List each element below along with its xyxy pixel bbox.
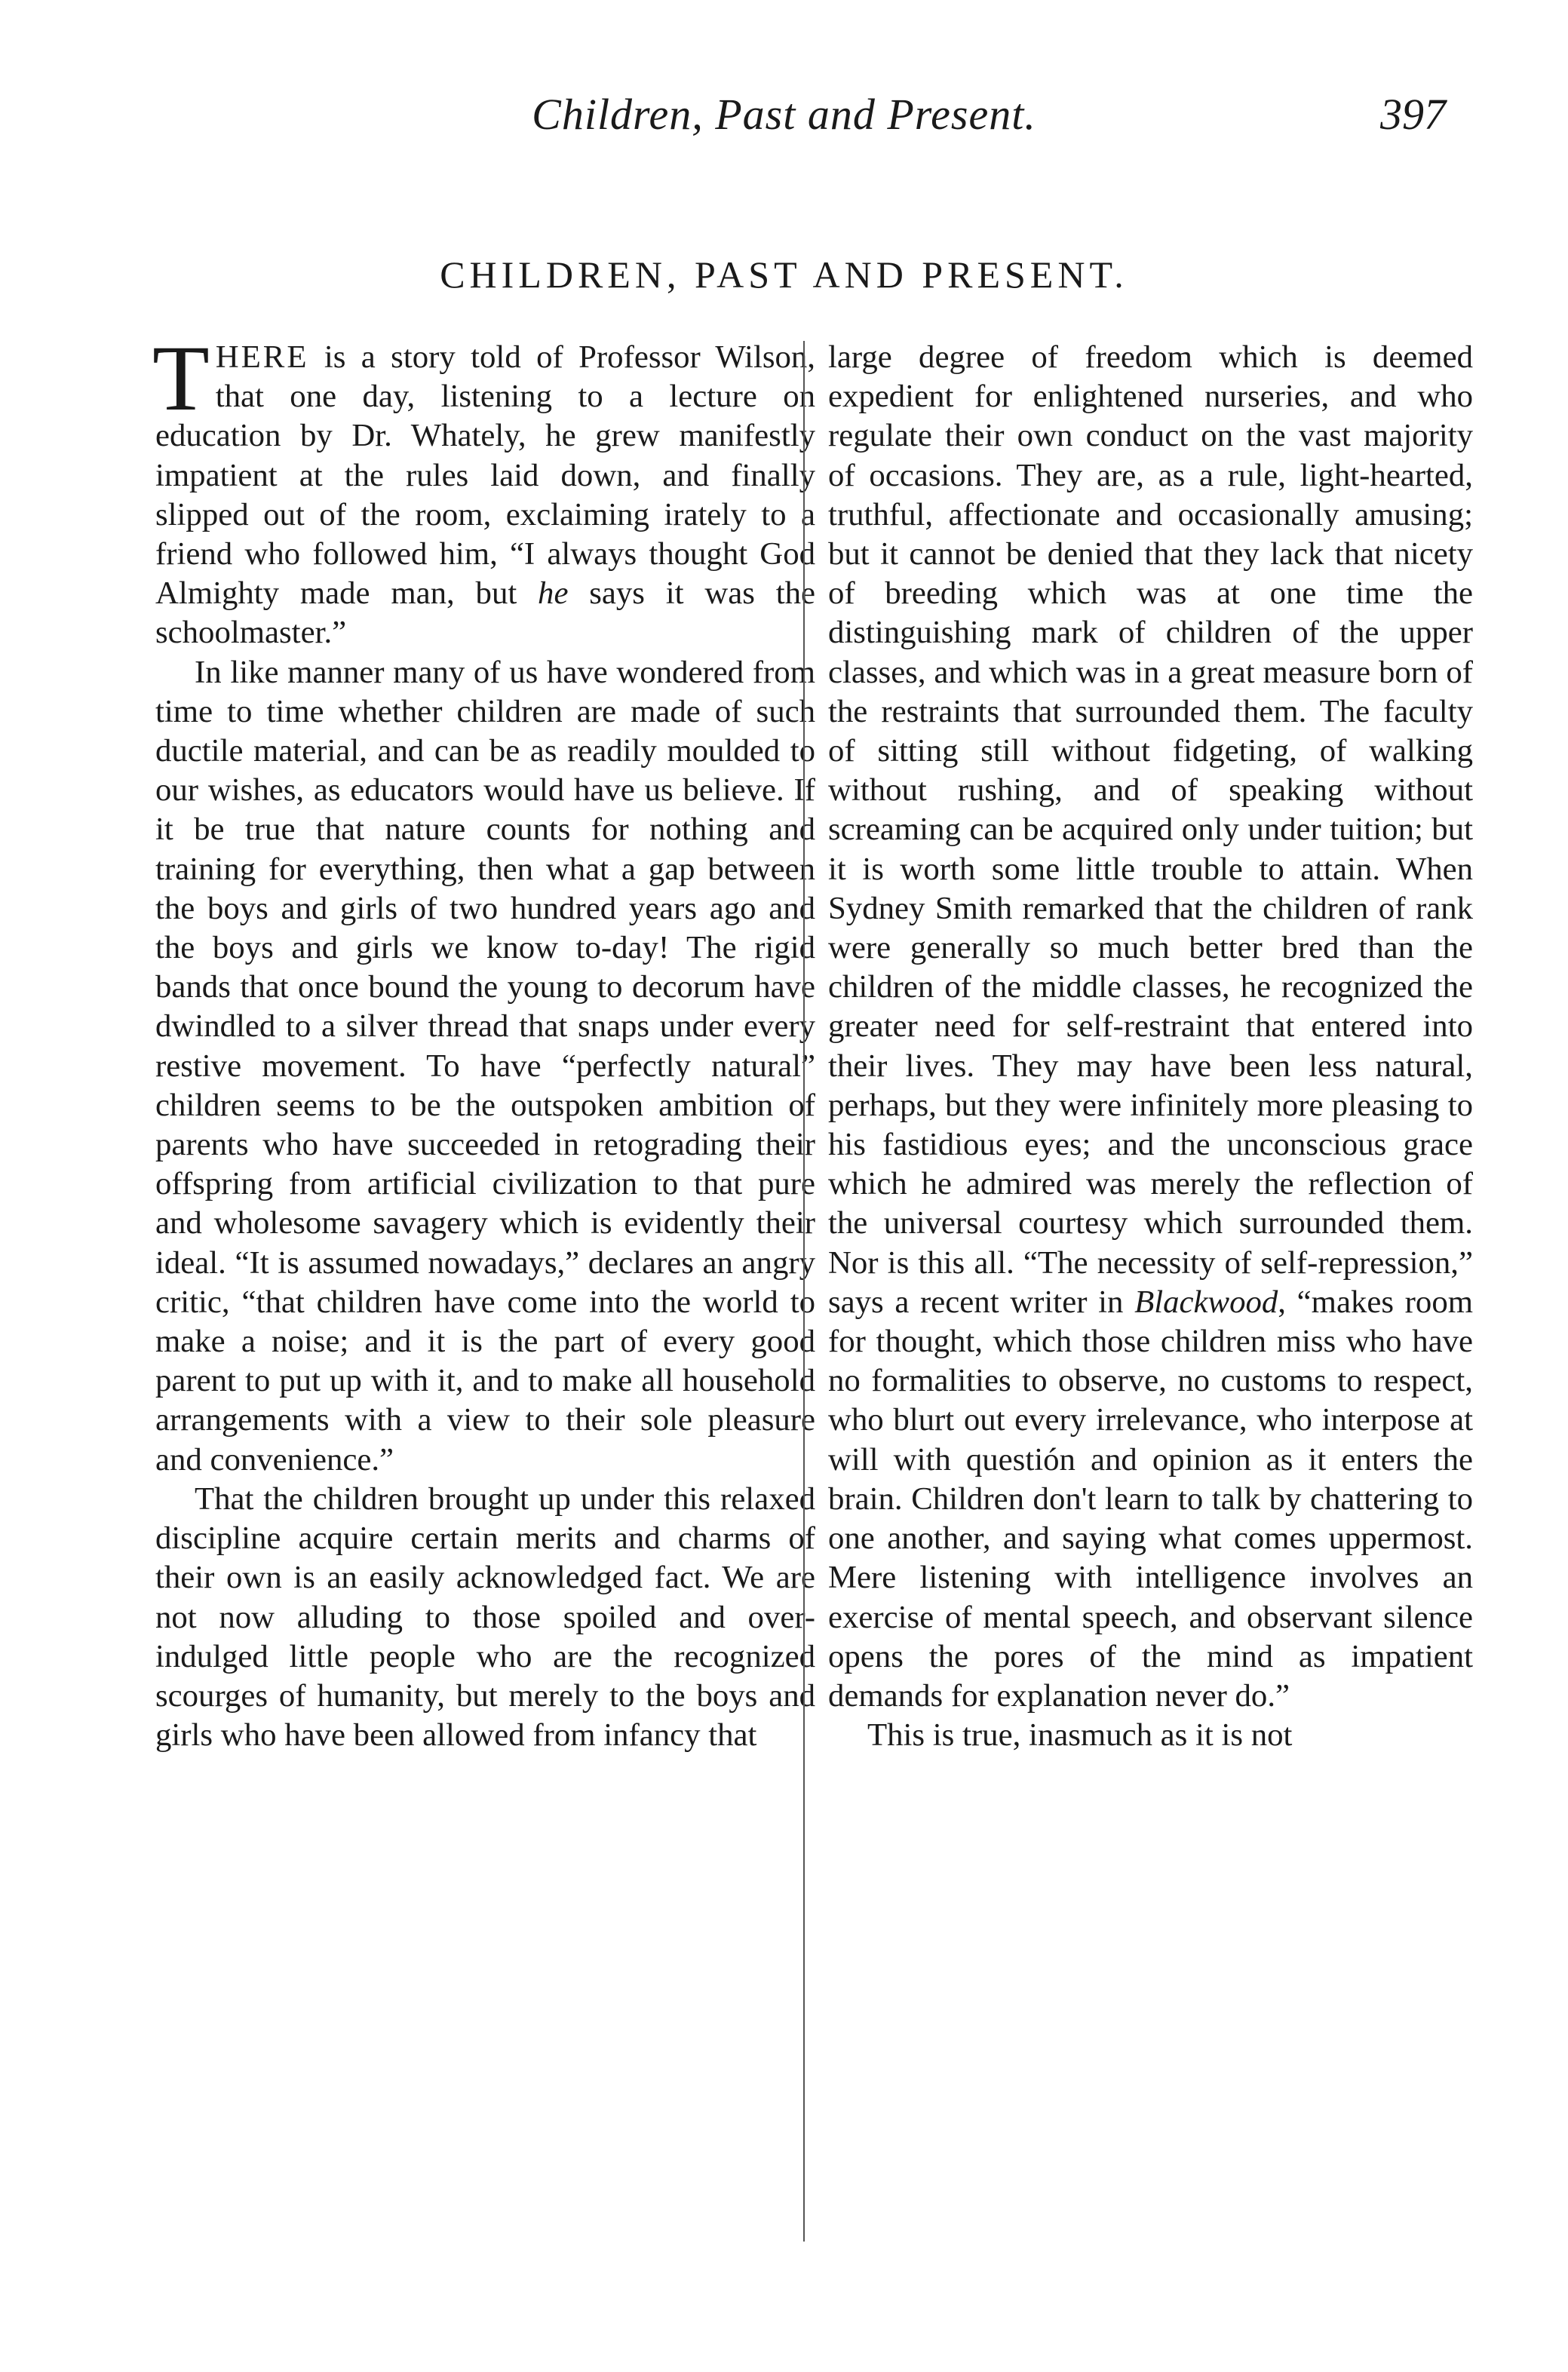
running-title: Children, Past and Present. [532,90,1036,139]
paragraph-4 [828,338,1473,1716]
paragraph-1-text-b: says it was the schoolmaster.” [155,575,816,651]
paragraph-4-text-a: large degree of freedom which is deemed expedient for enlightened nurseries, and who regulate their own conduct on the vast majority of occasions. They are, as a rule, light-hearted, truthful, affectionate and occasionally amusing; but it cannot be denied that they lack that nicety of breeding which was at one time the distinguishing mark of children of the upper classes, and which was in a great measure born of the restraints that surrounded them. The faculty of sitting still without fidgeting, of walking without rushing, and of speaking without screaming can be acquired only under tuition; but it is worth some little trouble to attain. When Sydney Smith remarked that the children of rank were generally so much better bred than the children of the middle classes, he recognized the greater need for self-restraint that entered into their lives. They may have been less natural, perhaps, but they were infinitely more pleasing to his fastidious eyes; and the unconscious grace which he admired was merely the reflection of the universal courtesy which surrounded them. Nor is this all. “The necessity of self-repression,” says a recent writer in [828,339,1473,1320]
paragraph-2: In like manner many of us have wondered from time to time whether children are made of such ductile material, and can be as readily moulded to our wishes, as educators would have us believe. If it be true that nature counts for nothing and training for everything, then what a gap between the boys and girls of two hundred years ago and the boys and girls we know to-day! The rigid bands that once bound the young to decorum have dwindled to a silver thread that snaps under every restive movement. To have “perfectly natural” children seems to be the outspoken ambition of parents who have succeeded in retograding their offspring from artificial civilization to that pure and wholesome savagery which is evidently their ideal. “It is assumed nowadays,” declares an angry critic, “that children have come into the world to make a noise; and it is the part of every good parent to put up with it, and to make all household arrangements with a view to their sole pleasure and convenience.” [155,654,815,1478]
paragraph-1-text-a: is a story told of Professor Wilson, that one day, listening to a lecture on education by Dr. Whately, he grew manifestly impatient at the rules laid down, and finally slipped out of the room, exclaiming irately to a friend who followed him, “I always thought God Almighty made man, but [155,339,815,612]
paragraph-4-text-b: , “makes room for thought, which those children miss who have no formalities to observe, no customs to respect, who blurt out every irrelevance, who interpose at will with questión and opinion as it enters the brain. Children don't learn to talk by chattering to one another, and saying what comes uppermost. Mere listening with intelligence involves an exercise of mental speech, and observant silence opens the pores of the mind as impatient demands for explanation never do.” [828,1284,1474,1714]
left-column [152,327,816,2269]
paragraph-5: This is true, inasmuch as it is not [867,1717,1293,1754]
running-head [0,89,1568,149]
publication-name: Blackwood [1134,1284,1278,1320]
column-divider [803,341,805,2242]
article-title: CHILDREN, PAST AND PRESENT. [440,253,1128,296]
lead-caps: HERE [215,339,309,375]
paragraph-1 [152,327,816,653]
paragraph-1-emphasis: he [538,575,569,612]
right-column [828,338,1473,2269]
drop-cap: T [152,327,210,430]
page-number: 397 [1380,90,1446,139]
paragraph-3: That the children brought up under this relaxed discipline acquire certain merits and charms of their own is an easily acknowledged fact. We are not now alluding to those spoiled and over-indulged little people who are the recognized scourges of humanity, but merely to the boys and girls who have been allowed from infancy that [155,1481,815,1754]
